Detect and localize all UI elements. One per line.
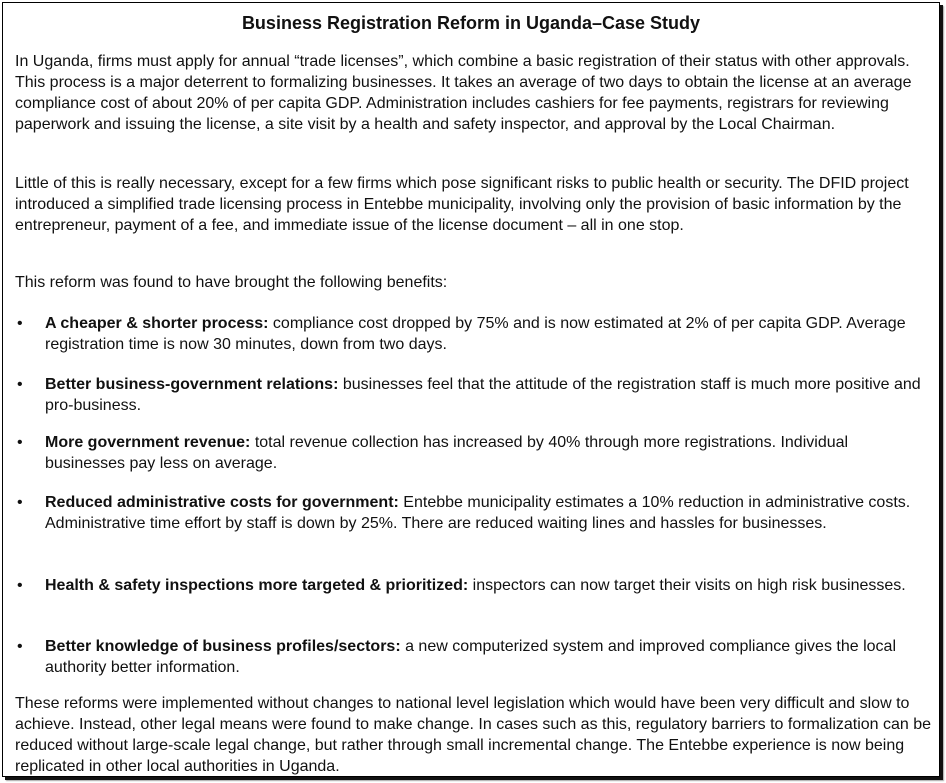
benefit-body: businesses feel that the attitude of the registration staff is much more positive and pro-business.: [45, 376, 921, 414]
benefit-heading: Reduced administrative costs for government:: [45, 494, 399, 511]
intro-paragraph: In Uganda, firms must apply for annual “trade licenses”, which combine a basic registration of their status with other approvals. This process is a major deterrent to formalizing businesses. It takes an average of two days to obtain the license at an average compliance cost of about 20% of per capita GDP. Administration includes cashiers for fee payments, registrars for reviewing paperwork and issuing the license, a site visit by a health and safety inspector, and approval by the Local Chairman.: [15, 53, 912, 133]
benefits-intro: This reform was found to have brought the following benefits:: [15, 274, 448, 291]
benefit-body: total revenue collection has increased by 40% through more registrations. Individual businesses pay less on average.: [45, 434, 849, 472]
benefit-heading: Better business-government relations:: [45, 376, 339, 393]
bullet-icon: •: [17, 577, 23, 594]
benefit-text: [45, 374, 925, 416]
benefit-text: [45, 575, 925, 596]
bullet-icon: •: [17, 315, 23, 332]
bullet-icon: •: [17, 494, 23, 511]
bullet-icon: •: [17, 638, 23, 655]
benefit-text: [45, 636, 925, 678]
benefit-heading: A cheaper & shorter process:: [45, 315, 269, 332]
benefit-heading: More government revenue:: [45, 434, 251, 451]
bullet-icon: •: [17, 376, 23, 393]
benefit-heading: Health & safety inspections more targeted & prioritized:: [45, 577, 469, 594]
case-study-title: Business Registration Reform in Uganda–Case Study: [241, 13, 701, 33]
benefit-text: [45, 313, 925, 355]
bullet-icon: •: [17, 434, 23, 451]
benefit-body: a new computerized system and improved compliance gives the local authority better information.: [45, 638, 896, 676]
case-study-box: [2, 2, 940, 777]
conclusion-paragraph: These reforms were implemented without changes to national level legislation which would have been very difficult and slow to achieve. Instead, other legal means were found to make change. In cases such as this, regulatory barriers to formalization can be reduced without large-scale legal change, but rather through small incremental change. The Entebbe experience is now being replicated in other local authorities in Uganda.: [15, 695, 932, 775]
benefit-body: inspectors can now target their visits on high risk businesses.: [468, 577, 906, 594]
benefit-text: [45, 432, 925, 474]
reform-paragraph: Little of this is really necessary, except for a few firms which pose significant risks to public health or security. The DFID project introduced a simplified trade licensing process in Entebbe municipality, involving only the provision of basic information by the entrepreneur, payment of a fee, and immediate issue of the license document – all in one stop.: [15, 175, 909, 234]
benefit-heading: Better knowledge of business profiles/sectors:: [45, 638, 401, 655]
benefit-body: compliance cost dropped by 75% and is now estimated at 2% of per capita GDP. Average registration time is now 30 minutes, down from two days.: [45, 315, 906, 353]
benefit-body: Entebbe municipality estimates a 10% reduction in administrative costs. Administrative time effort by staff is down by 25%. There are reduced waiting lines and hassles for businesses.: [45, 494, 911, 532]
benefit-text: [45, 492, 925, 534]
